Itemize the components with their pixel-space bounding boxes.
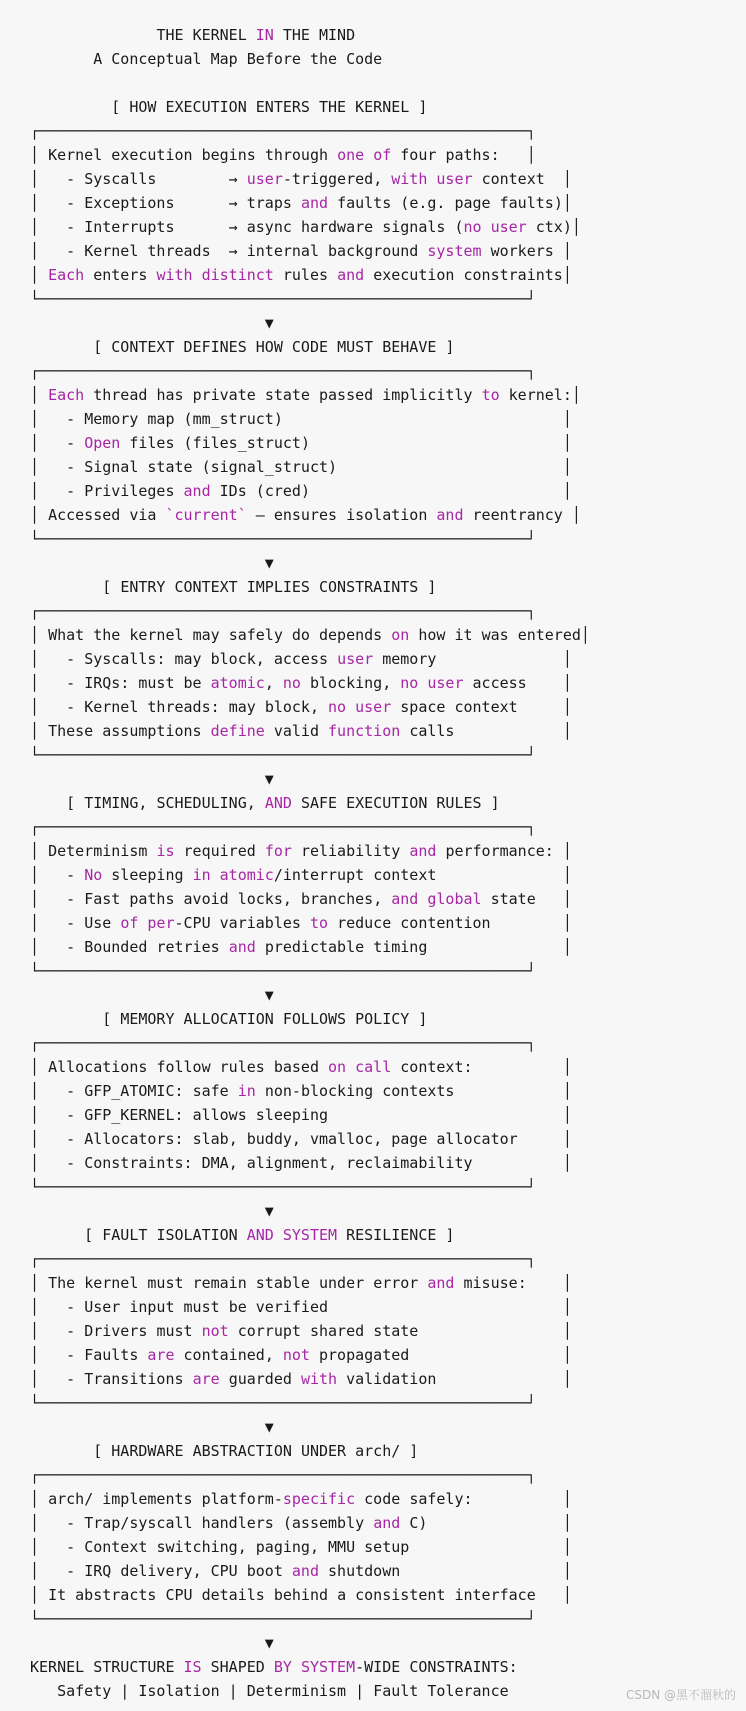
diagram-line: │ - Context switching, paging, MMU setup │ bbox=[30, 1538, 572, 1556]
diagram-line: │ Accessed via `current` — ensures isolation and reentrancy │ bbox=[30, 506, 581, 524]
diagram-line: │ - GFP_KERNEL: allows sleeping │ bbox=[30, 1106, 572, 1124]
diagram-line: THE KERNEL IN THE MIND bbox=[156, 26, 356, 44]
diagram-line: [ CONTEXT DEFINES HOW CODE MUST BEHAVE ] bbox=[30, 338, 455, 356]
diagram-line: ▼ bbox=[30, 554, 274, 572]
diagram-line: │ - Kernel threads: may block, no user space context │ bbox=[30, 698, 572, 716]
diagram-line: └──────────────────────────────────────────────────────┘ bbox=[30, 1178, 536, 1196]
diagram-line: ▼ bbox=[30, 986, 274, 1004]
diagram-line: │ - Kernel threads → internal background system workers │ bbox=[30, 242, 572, 260]
diagram-line: │ Allocations follow rules based on call context: │ bbox=[30, 1058, 572, 1076]
diagram-line: │ - Interrupts → async hardware signals (no user ctx)│ bbox=[30, 218, 581, 236]
diagram-line: └──────────────────────────────────────────────────────┘ bbox=[30, 746, 536, 764]
diagram-line: ▼ bbox=[30, 1418, 274, 1436]
diagram-line: │ - No sleeping in atomic/interrupt context │ bbox=[30, 866, 572, 884]
diagram-line: └──────────────────────────────────────────────────────┘ bbox=[30, 1394, 536, 1412]
diagram-line: [ MEMORY ALLOCATION FOLLOWS POLICY ] bbox=[30, 1010, 428, 1028]
diagram-line: │ Determinism is required for reliability and performance: │ bbox=[30, 842, 572, 860]
diagram-line: ┌──────────────────────────────────────────────────────┐ bbox=[30, 1466, 536, 1484]
diagram-line: │ - Bounded retries and predictable timing │ bbox=[30, 938, 572, 956]
diagram-line: │ - IRQs: must be atomic, no blocking, no user access │ bbox=[30, 674, 572, 692]
diagram-line: ┌──────────────────────────────────────────────────────┐ bbox=[30, 122, 536, 140]
diagram-line: │ - Constraints: DMA, alignment, reclaimability │ bbox=[30, 1154, 572, 1172]
diagram-line: └──────────────────────────────────────────────────────┘ bbox=[30, 290, 536, 308]
diagram-line: │ - Privileges and IDs (cred) │ bbox=[30, 482, 572, 500]
diagram-line: │ - Open files (files_struct) │ bbox=[30, 434, 572, 452]
diagram-line: │ - Allocators: slab, buddy, vmalloc, page allocator │ bbox=[30, 1130, 572, 1148]
diagram-line: └──────────────────────────────────────────────────────┘ bbox=[30, 1610, 536, 1628]
diagram-line: │ What the kernel may safely do depends on how it was entered│ bbox=[30, 626, 590, 644]
diagram-line: └──────────────────────────────────────────────────────┘ bbox=[30, 962, 536, 980]
diagram-line: [ HARDWARE ABSTRACTION UNDER arch/ ] bbox=[30, 1442, 419, 1460]
diagram-line: │ - Signal state (signal_struct) │ bbox=[30, 458, 572, 476]
diagram-line: ┌──────────────────────────────────────────────────────┐ bbox=[30, 818, 536, 836]
diagram-line: ┌──────────────────────────────────────────────────────┐ bbox=[30, 602, 536, 620]
diagram-line: [ HOW EXECUTION ENTERS THE KERNEL ] bbox=[30, 98, 428, 116]
diagram-line: │ Kernel execution begins through one of four paths: │ bbox=[30, 146, 536, 164]
diagram-line: [ TIMING, SCHEDULING, AND SAFE EXECUTION RULES ] bbox=[30, 794, 500, 812]
diagram-line: A Conceptual Map Before the Code bbox=[93, 50, 383, 68]
diagram-line: ▼ bbox=[30, 314, 274, 332]
diagram-line: │ - IRQ delivery, CPU boot and shutdown │ bbox=[30, 1562, 572, 1580]
diagram-line: │ - Syscalls: may block, access user memory │ bbox=[30, 650, 572, 668]
diagram-line: [ FAULT ISOLATION AND SYSTEM RESILIENCE ] bbox=[30, 1226, 455, 1244]
diagram-line: │ - User input must be verified │ bbox=[30, 1298, 572, 1316]
diagram-line: │ - Syscalls → user-triggered, with user context │ bbox=[30, 170, 572, 188]
diagram-line: │ The kernel must remain stable under error and misuse: │ bbox=[30, 1274, 572, 1292]
diagram-line: │ arch/ implements platform-specific code safely: │ bbox=[30, 1490, 572, 1508]
diagram-line: │ - Memory map (mm_struct) │ bbox=[30, 410, 572, 428]
diagram-line: │ - Drivers must not corrupt shared state │ bbox=[30, 1322, 572, 1340]
csdn-watermark: CSDN @黑不溜秋的 bbox=[625, 1688, 736, 1702]
diagram-line: ┌──────────────────────────────────────────────────────┐ bbox=[30, 1250, 536, 1268]
diagram-line: │ - GFP_ATOMIC: safe in non-blocking contexts │ bbox=[30, 1082, 572, 1100]
diagram-line: │ - Fast paths avoid locks, branches, and global state │ bbox=[30, 890, 572, 908]
diagram-line: ▼ bbox=[30, 1202, 274, 1220]
diagram-line: │ Each enters with distinct rules and execution constraints│ bbox=[30, 266, 572, 284]
kernel-concept-diagram bbox=[30, 23, 590, 1703]
diagram-line: │ - Use of per-CPU variables to reduce contention │ bbox=[30, 914, 572, 932]
diagram-line: ┌──────────────────────────────────────────────────────┐ bbox=[30, 362, 536, 380]
diagram-line: │ These assumptions define valid function calls │ bbox=[30, 722, 572, 740]
diagram-line: │ Each thread has private state passed implicitly to kernel:│ bbox=[30, 386, 581, 404]
diagram-line: KERNEL STRUCTURE IS SHAPED BY SYSTEM-WIDE CONSTRAINTS: bbox=[30, 1658, 518, 1676]
diagram-line: │ - Transitions are guarded with validation │ bbox=[30, 1370, 572, 1388]
diagram-line: [ ENTRY CONTEXT IMPLIES CONSTRAINTS ] bbox=[30, 578, 437, 596]
diagram-line: ▼ bbox=[30, 1634, 274, 1652]
diagram-line: ▼ bbox=[30, 770, 274, 788]
diagram-line: │ - Exceptions → traps and faults (e.g. page faults)│ bbox=[30, 194, 572, 212]
diagram-line: └──────────────────────────────────────────────────────┘ bbox=[30, 530, 536, 548]
diagram-line: │ It abstracts CPU details behind a consistent interface │ bbox=[30, 1586, 572, 1604]
diagram-line: ┌──────────────────────────────────────────────────────┐ bbox=[30, 1034, 536, 1052]
diagram-line: Safety | Isolation | Determinism | Fault Tolerance bbox=[57, 1682, 509, 1700]
diagram-line: │ - Faults are contained, not propagated │ bbox=[30, 1346, 572, 1364]
diagram-line: │ - Trap/syscall handlers (assembly and C) │ bbox=[30, 1514, 572, 1532]
